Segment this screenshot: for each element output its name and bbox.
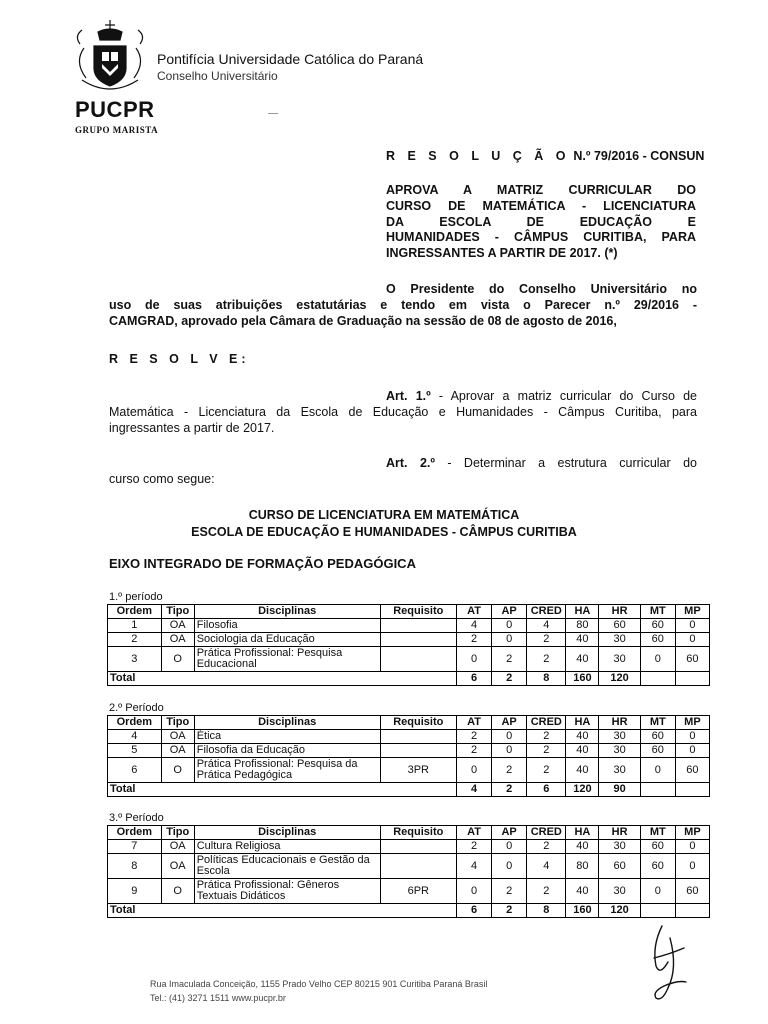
cell-hr: 30 bbox=[599, 730, 640, 744]
cell-mt: 0 bbox=[640, 758, 675, 783]
cell-mt: 60 bbox=[640, 840, 675, 854]
cell-mp: 60 bbox=[675, 647, 709, 672]
cell-mp: 0 bbox=[675, 854, 709, 879]
preamble-line: CAMGRAD, aprovado pela Câmara de Graduação na sessão de 08 de agosto de 2016, bbox=[109, 314, 617, 328]
table-row bbox=[108, 758, 710, 783]
cell-disciplina: Cultura Religiosa bbox=[194, 840, 380, 854]
total-row bbox=[108, 672, 710, 686]
summary-line: DA ESCOLA DE EDUCAÇÃO E bbox=[386, 214, 696, 229]
cell-tipo: OA bbox=[161, 840, 194, 854]
cell-tipo: O bbox=[161, 879, 194, 904]
cell-tipo: OA bbox=[161, 619, 194, 633]
column-header: MP bbox=[675, 716, 709, 730]
column-header: HA bbox=[566, 605, 599, 619]
total-ap: 2 bbox=[492, 904, 527, 918]
cell-ap: 0 bbox=[492, 619, 527, 633]
total-row bbox=[108, 904, 710, 918]
article-2-line bbox=[109, 455, 697, 471]
cell-mp: 0 bbox=[675, 840, 709, 854]
resolution-title bbox=[386, 149, 704, 163]
column-header: AP bbox=[492, 605, 527, 619]
cell-ha: 40 bbox=[566, 744, 599, 758]
column-header: Requisito bbox=[380, 716, 456, 730]
cell-ordem: 1 bbox=[108, 619, 162, 633]
cell-mt: 60 bbox=[640, 744, 675, 758]
article-1-line bbox=[109, 388, 697, 404]
cell-at: 4 bbox=[456, 619, 491, 633]
cell-at: 0 bbox=[456, 647, 491, 672]
cell-cred: 2 bbox=[527, 633, 566, 647]
course-title: CURSO DE LICENCIATURA EM MATEMÁTICA bbox=[248, 508, 520, 522]
cell-ha: 40 bbox=[566, 730, 599, 744]
column-header: MP bbox=[675, 826, 709, 840]
cell-requisito bbox=[380, 744, 456, 758]
period-label: 1.º período bbox=[109, 591, 163, 603]
total-ap: 2 bbox=[492, 783, 527, 797]
cell-hr: 30 bbox=[599, 633, 640, 647]
summary-line: INGRESSANTES A PARTIR DE 2017. (*) bbox=[386, 246, 618, 261]
total-cred: 8 bbox=[527, 672, 566, 686]
article-1 bbox=[109, 388, 697, 436]
period-table bbox=[107, 604, 710, 686]
cell-tipo: O bbox=[161, 758, 194, 783]
cell-disciplina: Políticas Educacionais e Gestão da Escola bbox=[194, 854, 380, 879]
cell-at: 2 bbox=[456, 744, 491, 758]
article-2-line: curso como segue: bbox=[109, 472, 215, 486]
council-name: Conselho Universitário bbox=[157, 69, 278, 83]
cell-ap: 0 bbox=[492, 744, 527, 758]
cell-cred: 2 bbox=[527, 744, 566, 758]
period-label: 3.º Período bbox=[109, 812, 164, 824]
total-at: 4 bbox=[456, 783, 491, 797]
resolution-summary bbox=[386, 183, 696, 262]
column-header: Disciplinas bbox=[194, 826, 380, 840]
cell-mt: 60 bbox=[640, 854, 675, 879]
school-name: ESCOLA DE EDUCAÇÃO E HUMANIDADES - CÂMPUS CURITIBA bbox=[191, 525, 577, 539]
cell-ordem: 7 bbox=[108, 840, 162, 854]
cell-cred: 2 bbox=[527, 647, 566, 672]
column-header: AP bbox=[492, 826, 527, 840]
cell-cred: 4 bbox=[527, 854, 566, 879]
column-header: HR bbox=[599, 826, 640, 840]
article-1-text: - Aprovar a matriz curricular do Curso de bbox=[430, 389, 697, 403]
table-row bbox=[108, 619, 710, 633]
cell-mp: 0 bbox=[675, 633, 709, 647]
cell-tipo: O bbox=[161, 647, 194, 672]
axis-heading: EIXO INTEGRADO DE FORMAÇÃO PEDAGÓGICA bbox=[109, 556, 416, 571]
cell-hr: 30 bbox=[599, 840, 640, 854]
cell-at: 0 bbox=[456, 879, 491, 904]
column-header: Tipo bbox=[161, 605, 194, 619]
total-cred: 8 bbox=[527, 904, 566, 918]
cell-mt: 0 bbox=[640, 647, 675, 672]
cell-requisito bbox=[380, 619, 456, 633]
article-1-line: ingressantes a partir de 2017. bbox=[109, 421, 275, 435]
cell-ap: 2 bbox=[492, 647, 527, 672]
cell-at: 4 bbox=[456, 854, 491, 879]
cell-tipo: OA bbox=[161, 633, 194, 647]
period-table bbox=[107, 825, 710, 918]
cell-mp: 0 bbox=[675, 619, 709, 633]
total-empty bbox=[675, 783, 709, 797]
period-label: 2.º Período bbox=[109, 702, 164, 714]
column-header: Tipo bbox=[161, 716, 194, 730]
cell-ha: 40 bbox=[566, 633, 599, 647]
total-ha: 160 bbox=[566, 904, 599, 918]
cell-mt: 60 bbox=[640, 619, 675, 633]
total-label: Total bbox=[108, 783, 457, 797]
total-ap: 2 bbox=[492, 672, 527, 686]
column-header: MP bbox=[675, 605, 709, 619]
cell-ordem: 3 bbox=[108, 647, 162, 672]
total-label: Total bbox=[108, 672, 457, 686]
preamble-line: O Presidente do Conselho Universitário no bbox=[386, 282, 697, 296]
column-header: HA bbox=[566, 826, 599, 840]
cell-ordem: 6 bbox=[108, 758, 162, 783]
column-header: AP bbox=[492, 716, 527, 730]
cell-cred: 2 bbox=[527, 840, 566, 854]
cell-requisito: 3PR bbox=[380, 758, 456, 783]
cell-requisito: 6PR bbox=[380, 879, 456, 904]
cell-ap: 0 bbox=[492, 840, 527, 854]
resolve-heading: R E S O L V E: bbox=[109, 352, 250, 366]
cell-mt: 60 bbox=[640, 730, 675, 744]
column-header: HA bbox=[566, 716, 599, 730]
resolution-number: N.º 79/2016 - CONSUN bbox=[573, 149, 705, 163]
table-row bbox=[108, 647, 710, 672]
table-row bbox=[108, 854, 710, 879]
cell-cred: 2 bbox=[527, 730, 566, 744]
column-header: MT bbox=[640, 605, 675, 619]
column-header: CRED bbox=[527, 716, 566, 730]
column-header: Disciplinas bbox=[194, 605, 380, 619]
cell-tipo: OA bbox=[161, 730, 194, 744]
scan-mark bbox=[268, 113, 278, 114]
column-header: Disciplinas bbox=[194, 716, 380, 730]
column-header: CRED bbox=[527, 605, 566, 619]
footer-contact: Tel.: (41) 3271 1511 www.pucpr.br bbox=[150, 993, 286, 1003]
cell-disciplina: Filosofia da Educação bbox=[194, 744, 380, 758]
cell-ap: 0 bbox=[492, 730, 527, 744]
total-empty bbox=[675, 904, 709, 918]
cell-ha: 40 bbox=[566, 647, 599, 672]
table-row bbox=[108, 744, 710, 758]
total-at: 6 bbox=[456, 904, 491, 918]
total-ha: 120 bbox=[566, 783, 599, 797]
cell-tipo: OA bbox=[161, 744, 194, 758]
cell-ha: 40 bbox=[566, 879, 599, 904]
cell-disciplina: Sociologia da Educação bbox=[194, 633, 380, 647]
cell-ap: 2 bbox=[492, 879, 527, 904]
total-hr: 120 bbox=[599, 904, 640, 918]
cell-at: 0 bbox=[456, 758, 491, 783]
cell-disciplina: Filosofia bbox=[194, 619, 380, 633]
cell-requisito bbox=[380, 633, 456, 647]
column-header: Ordem bbox=[108, 605, 162, 619]
cell-ordem: 4 bbox=[108, 730, 162, 744]
total-hr: 120 bbox=[599, 672, 640, 686]
column-header: AT bbox=[456, 716, 491, 730]
cell-cred: 2 bbox=[527, 879, 566, 904]
preamble-line: uso de suas atribuições estatutárias e tendo em vista o Parecer n.º 29/2016 - bbox=[109, 298, 697, 312]
cell-ha: 40 bbox=[566, 840, 599, 854]
total-empty bbox=[675, 672, 709, 686]
total-row bbox=[108, 783, 710, 797]
article-1-label: Art. 1.º bbox=[386, 389, 431, 403]
column-header: AT bbox=[456, 826, 491, 840]
article-2-text: - Determinar a estrutura curricular do bbox=[434, 456, 697, 470]
summary-line: CURSO DE MATEMÁTICA - LICENCIATURA bbox=[386, 198, 696, 213]
cell-disciplina: Ética bbox=[194, 730, 380, 744]
cell-requisito bbox=[380, 840, 456, 854]
table-row bbox=[108, 840, 710, 854]
university-name: Pontifícia Universidade Católica do Paraná bbox=[157, 51, 424, 67]
column-header: AT bbox=[456, 605, 491, 619]
cell-mp: 60 bbox=[675, 879, 709, 904]
cell-disciplina: Prática Profissional: Pesquisa Educacional bbox=[194, 647, 380, 672]
cell-ordem: 8 bbox=[108, 854, 162, 879]
cell-ap: 0 bbox=[492, 854, 527, 879]
cell-disciplina: Prática Profissional: Gêneros Textuais Didáticos bbox=[194, 879, 380, 904]
table-header-row bbox=[108, 826, 710, 840]
table-header-row bbox=[108, 605, 710, 619]
column-header: Tipo bbox=[161, 826, 194, 840]
cell-hr: 30 bbox=[599, 647, 640, 672]
cell-ha: 40 bbox=[566, 758, 599, 783]
cell-hr: 30 bbox=[599, 758, 640, 783]
column-header: MT bbox=[640, 716, 675, 730]
cell-cred: 2 bbox=[527, 758, 566, 783]
article-2 bbox=[109, 455, 697, 487]
total-empty bbox=[640, 783, 675, 797]
preamble bbox=[109, 281, 697, 329]
summary-line: HUMANIDADES - CÂMPUS CURITIBA, PARA bbox=[386, 230, 696, 245]
cell-ordem: 2 bbox=[108, 633, 162, 647]
cell-requisito bbox=[380, 647, 456, 672]
cell-mp: 60 bbox=[675, 758, 709, 783]
total-cred: 6 bbox=[527, 783, 566, 797]
cell-ha: 80 bbox=[566, 619, 599, 633]
cell-cred: 4 bbox=[527, 619, 566, 633]
group-name: GRUPO MARISTA bbox=[75, 125, 159, 135]
table-row bbox=[108, 730, 710, 744]
summary-line: APROVA A MATRIZ CURRICULAR DO bbox=[386, 183, 696, 197]
column-header: MT bbox=[640, 826, 675, 840]
total-empty bbox=[640, 904, 675, 918]
column-header: HR bbox=[599, 605, 640, 619]
resolution-word: R E S O L U Ç Ã O bbox=[386, 149, 570, 163]
cell-mp: 0 bbox=[675, 744, 709, 758]
total-hr: 90 bbox=[599, 783, 640, 797]
table-row bbox=[108, 879, 710, 904]
cell-at: 2 bbox=[456, 633, 491, 647]
total-label: Total bbox=[108, 904, 457, 918]
column-header: Requisito bbox=[380, 826, 456, 840]
cell-ha: 80 bbox=[566, 854, 599, 879]
cell-mt: 60 bbox=[640, 633, 675, 647]
signature-initials bbox=[640, 918, 700, 1008]
cell-at: 2 bbox=[456, 730, 491, 744]
table-header-row bbox=[108, 716, 710, 730]
cell-ap: 0 bbox=[492, 633, 527, 647]
column-header: Ordem bbox=[108, 716, 162, 730]
cell-hr: 60 bbox=[599, 619, 640, 633]
article-2-label: Art. 2.º bbox=[386, 456, 435, 470]
cell-mp: 0 bbox=[675, 730, 709, 744]
cell-tipo: OA bbox=[161, 854, 194, 879]
cell-disciplina: Prática Profissional: Pesquisa da Prática Pedagógica bbox=[194, 758, 380, 783]
column-header: CRED bbox=[527, 826, 566, 840]
column-header: Ordem bbox=[108, 826, 162, 840]
total-at: 6 bbox=[456, 672, 491, 686]
column-header: HR bbox=[599, 716, 640, 730]
cell-ordem: 9 bbox=[108, 879, 162, 904]
cell-ordem: 5 bbox=[108, 744, 162, 758]
cell-ap: 2 bbox=[492, 758, 527, 783]
total-ha: 160 bbox=[566, 672, 599, 686]
university-crest-logo bbox=[70, 18, 150, 98]
cell-hr: 60 bbox=[599, 854, 640, 879]
column-header: Requisito bbox=[380, 605, 456, 619]
cell-at: 2 bbox=[456, 840, 491, 854]
cell-hr: 30 bbox=[599, 879, 640, 904]
cell-requisito bbox=[380, 730, 456, 744]
cell-hr: 30 bbox=[599, 744, 640, 758]
cell-mt: 0 bbox=[640, 879, 675, 904]
table-row bbox=[108, 633, 710, 647]
acronym-logo-text: PUCPR bbox=[75, 97, 155, 122]
footer-address: Rua Imaculada Conceição, 1155 Prado Velho CEP 80215 901 Curitiba Paraná Brasil bbox=[150, 979, 488, 989]
total-empty bbox=[640, 672, 675, 686]
cell-requisito bbox=[380, 854, 456, 879]
article-1-line: Matemática - Licenciatura da Escola de Educação e Humanidades - Câmpus Curitiba, para bbox=[109, 405, 697, 419]
period-table bbox=[107, 715, 710, 797]
